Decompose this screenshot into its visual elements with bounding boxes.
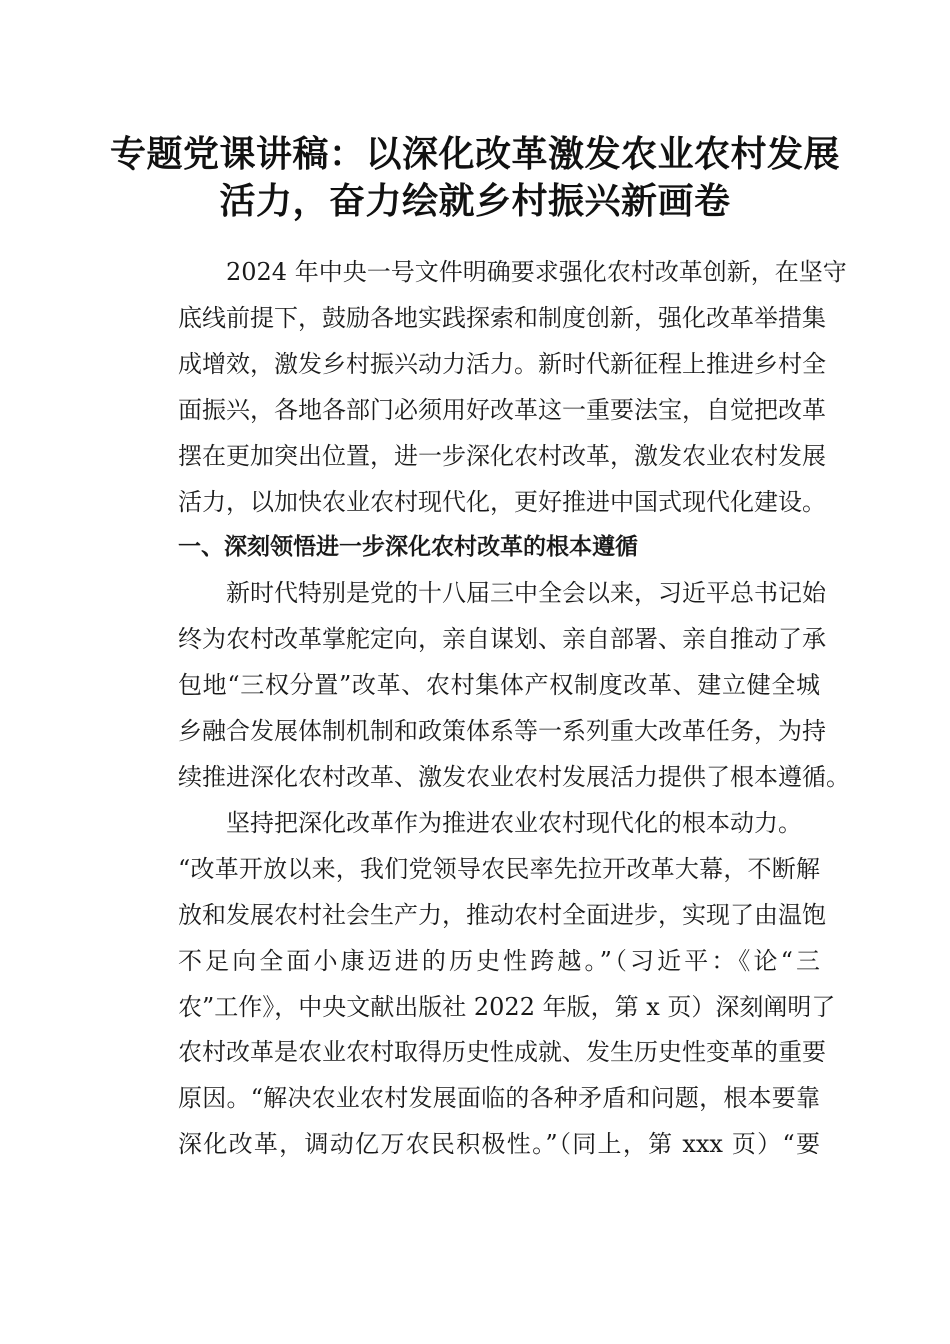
paragraph-line: 农村改革是农业农村取得历史性成就、发生历史性变革的重要 [178,1038,826,1067]
paragraph-line: 农”工作》，中央文献出版社 2022 年版，第 x 页）深刻阐明了 [178,992,836,1021]
paragraph-line: 不足向全面小康迈进的历史性跨越。”（习近平：《论“三 [178,946,820,975]
paragraph-line: 成增效，激发乡村振兴动力活力。新时代新征程上推进乡村全 [178,349,826,378]
title-line-1: 专题党课讲稿：以深化改革激发农业农村发展 [110,133,841,175]
paragraph-line: 活力，以加快农业农村现代化，更好推进中国式现代化建设。 [178,487,826,516]
paragraph-line: 续推进深化农村改革、激发农业农村发展活力提供了根本遵循。 [178,762,850,791]
title-line-2: 活力，奋力绘就乡村振兴新画卷 [219,180,731,222]
paragraph-line: 面振兴，各地各部门必须用好改革这一重要法宝，自觉把改革 [178,395,826,424]
paragraph-fundamental-driver [130,801,836,1168]
paragraph-line: 2024 年中央一号文件明确要求强化农村改革创新，在坚守 [226,258,847,286]
paragraph-line: 新时代特别是党的十八届三中全会以来，习近平总书记始 [226,579,826,608]
paragraph-line: 包地“三权分置”改革、农村集体产权制度改革、建立健全城 [178,671,820,700]
paragraph-line: 底线前提下，鼓励各地实践探索和制度创新，强化改革举措集 [178,303,826,332]
paragraph-line: 坚持把深化改革作为推进农业农村现代化的根本动力。 [226,808,802,837]
paragraph-line: 终为农村改革掌舵定向，亲自谋划、亲自部署、亲自推动了承 [178,625,826,654]
paragraph-section-1 [130,571,850,801]
paragraph-line: 原因。“解决农业农村发展面临的各种矛盾和问题，根本要靠 [178,1084,820,1113]
document-title [110,131,840,225]
paragraph-line: “改革开放以来，我们党领导农民率先拉开改革大幕，不断解 [178,854,820,883]
paragraph-intro [130,250,847,525]
section-heading-1: 一、深刻领悟进一步深化农村改革的根本遵循 [178,534,638,561]
paragraph-line: 深化改革，调动亿万农民积极性。”（同上，第 xxx 页）“要 [178,1130,820,1159]
paragraph-line: 放和发展农村社会生产力，推动农村全面进步，实现了由温饱 [178,900,826,929]
document-body [130,250,850,1168]
paragraph-line: 乡融合发展体制机制和政策体系等一系列重大改革任务，为持 [178,717,826,746]
paragraph-line: 摆在更加突出位置，进一步深化农村改革，激发农业农村发展 [178,441,826,470]
